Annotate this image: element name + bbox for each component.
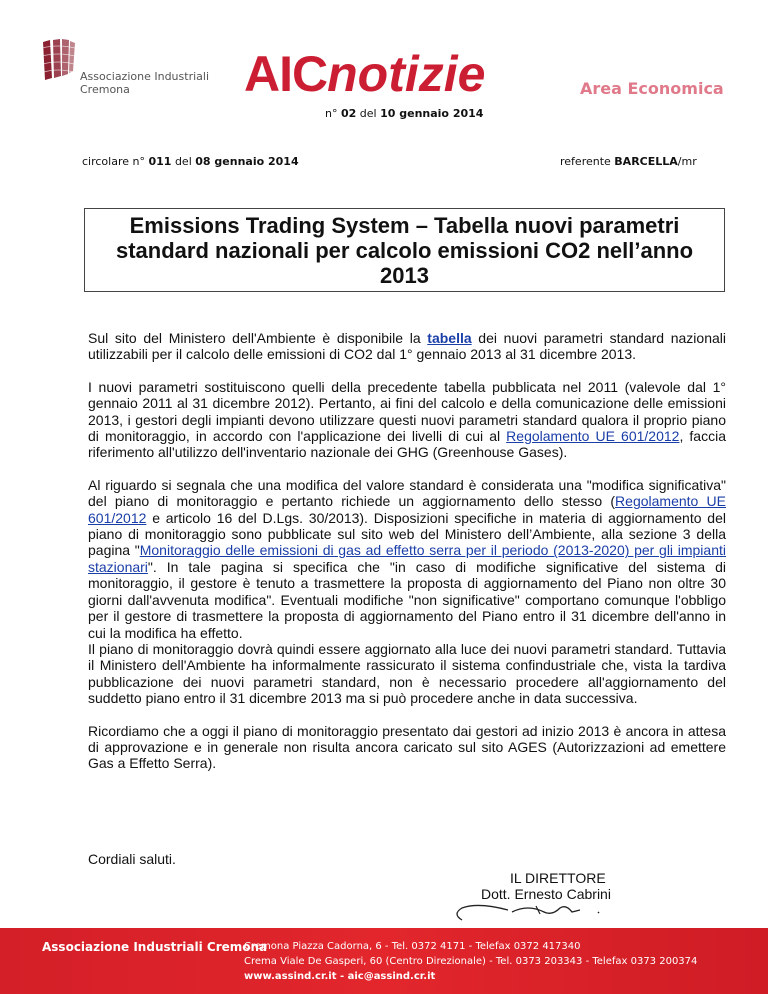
paragraph-4: Il piano di monitoraggio dovrà quindi essere aggiornato alla luce dei nuovi parametri standard. Tuttavia il Ministero dell'Ambiente ha informalmente rassicurato il sistema confindustriale che, vista la tardiva pubblicazione dei nuovi parametri standard, non è necessario procedere all'aggiornamento del suddetto piano entro il 31 dicembre 2013 ma si può procedere anche in data successiva.: [88, 640, 726, 707]
issue-line: [325, 107, 483, 120]
p2-text-a: I nuovi parametri sostituiscono quelli della precedente tabella pubblicata nel 2011 (valevole dal 1° gennaio 2011 al 31 dicembre 2012). Pertanto, ai fini del calcolo e della comunicazione delle emissioni 2013, i gestori degli impianti devono utilizzare questi nuovi parametri standard qualora il proprio piano di monitoraggio, in accordo con l'applicazione dei livelli di cui al: [88, 378, 726, 445]
p1-text-a: Sul sito del Ministero dell'Ambiente è disponibile la: [88, 330, 428, 346]
p3-text-c: ". In tale pagina si specifica che "in caso di modifiche significative del sistema di monitoraggio, il gestore è tenuto a trasmettere la proposta di aggiornamento del Piano non oltre 30 giorni dall'avvenuta modifica". Eventuali modifiche "non significative" comportano comunque l'obbligo per il gestore di trasmettere la proposta di aggiornamento del Piano entro il 31 dicembre dell'anno in cui la modifica ha effetto.: [88, 558, 726, 641]
association-name-line2: Cremona: [80, 83, 130, 96]
association-name-line1: Associazione Industriali: [80, 70, 210, 83]
circular-number: 011: [148, 155, 172, 168]
closing-greeting: Cordiali saluti.: [88, 851, 176, 867]
brand-aic: AIC: [244, 46, 328, 102]
paragraph-1: [88, 330, 726, 363]
tabella-link[interactable]: tabella: [427, 330, 472, 346]
referent-prefix: referente: [560, 155, 611, 168]
title-box: [84, 208, 725, 292]
brand-notizie: notizie: [327, 46, 486, 102]
monitoraggio-link[interactable]: Monitoraggio delle emissioni di gas ad effetto serra per il periodo (2013-2020) per gli impianti stazionari: [88, 542, 726, 575]
issue-prefix: n°: [325, 107, 338, 120]
p1-text-b: dei nuovi parametri standard nazionali utilizzabili per il calcolo delle emissioni di CO2 dal 1° gennaio 2013 al 31 dicembre 2013.: [88, 330, 726, 363]
circular-date: 08 gennaio 2014: [195, 155, 299, 168]
regolamento-link-2[interactable]: Regolamento UE 601/2012: [88, 493, 726, 526]
p2-text-b: , faccia riferimento all'utilizzo dell'inventario nazionale dei GHG (Greenhouse Gases).: [88, 428, 726, 461]
issue-del: del: [359, 107, 377, 120]
footer-address-crema: Crema Viale De Gasperi, 60 (Centro Direzionale) - Tel. 0373 203343 - Telefax 0373 200374: [244, 956, 698, 967]
circular-del: del: [174, 155, 192, 168]
regolamento-link[interactable]: Regolamento UE 601/2012: [506, 428, 680, 445]
footer-address-cremona: Cremona Piazza Cadorna, 6 - Tel. 0372 4171 - Telefax 0372 417340: [244, 941, 581, 952]
p3-text-b: e articolo 16 del D.Lgs. 30/2013). Disposizioni specifiche in materia di aggiornamento del piano di monitoraggio sono pubblicate sul sito web del Ministero dell’Ambiente, alla sezione 3 della pagina ": [88, 509, 726, 559]
referent-line: [560, 155, 697, 168]
area-label: Area Economica: [580, 79, 724, 98]
handwritten-signature-icon: [448, 898, 608, 928]
paragraph-2: [88, 379, 726, 461]
paragraph-3: [88, 477, 726, 641]
signatory-role: IL DIRETTORE: [510, 870, 606, 886]
paragraph-5: Ricordiamo che a oggi il piano di monitoraggio presentato dai gestori ad inizio 2013 è ancora in attesa di approvazione e in generale non risulta ancora caricato sul sito AGES (Autorizzazioni ad emettere Gas a Effetto Serra).: [88, 722, 726, 772]
footer-band: [0, 928, 768, 994]
letterhead: [0, 0, 768, 100]
association-name: [80, 70, 209, 96]
document-title: Emissions Trading System – Tabella nuovi parametri standard nazionali per calcolo emissioni CO2 nell’anno 2013: [115, 212, 694, 288]
signatory-name: Dott. Ernesto Cabrini: [481, 886, 611, 902]
footer-web-email: www.assind.cr.it - aic@assind.cr.it: [244, 971, 436, 982]
p3-text-a: Al riguardo si segnala che una modifica del valore standard è considerata una "modifica significativa" del piano di monitoraggio e pertanto richiede un aggiornamento dello stesso (: [88, 476, 726, 510]
circular-line: [82, 155, 299, 168]
publication-brand: [244, 46, 485, 102]
circular-prefix: circolare n°: [82, 155, 145, 168]
footer-association: Associazione Industriali Cremona: [42, 940, 268, 954]
document-body: [88, 330, 726, 788]
issue-date: 10 gennaio 2014: [380, 107, 484, 120]
referent-suffix: /mr: [677, 155, 697, 168]
issue-number: 02: [340, 107, 357, 120]
referent-name: BARCELLA: [614, 155, 678, 168]
association-logo-icon: [40, 38, 76, 84]
